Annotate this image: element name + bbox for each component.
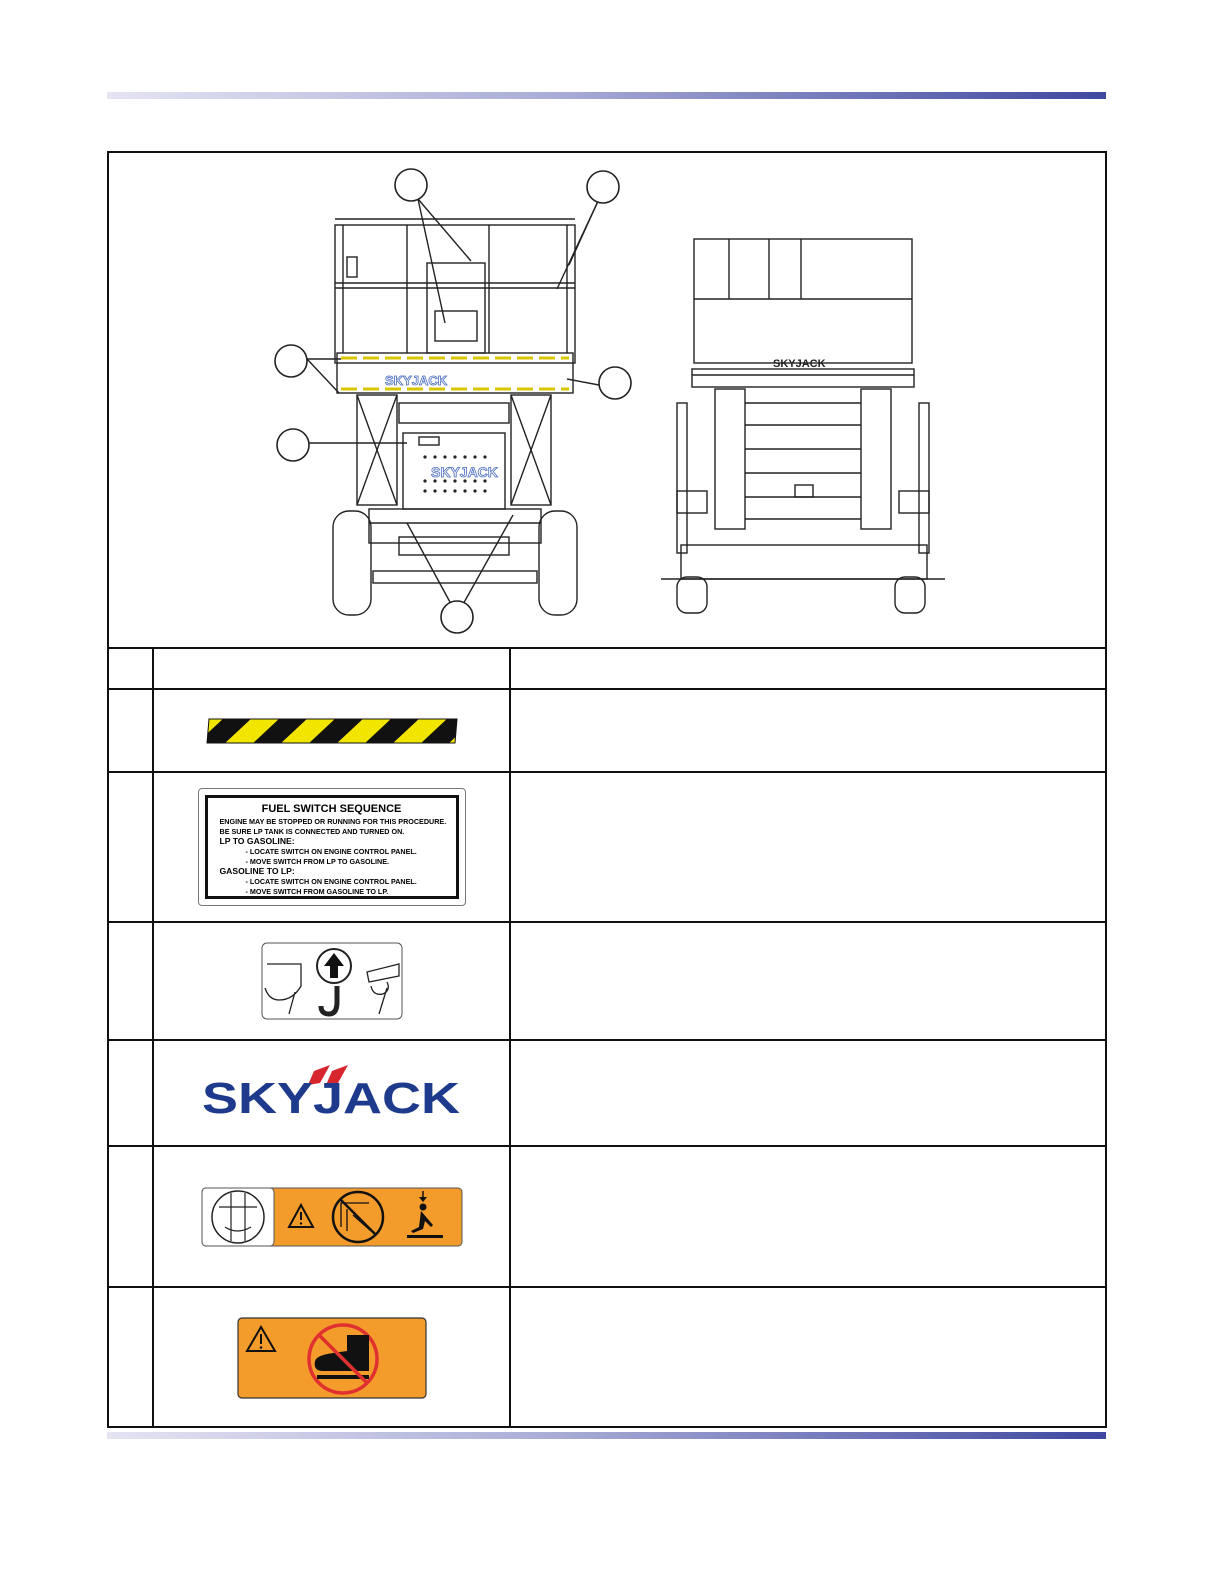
hazard-stripe-decal [154, 690, 509, 771]
front-guardrail [335, 225, 575, 363]
lifting-point-decal [154, 923, 509, 1039]
machine-decal-location-diagram [109, 153, 1105, 649]
arm-support-icon [212, 1191, 264, 1243]
fuel-decal-line: ENGINE MAY BE STOPPED OR RUNNING FOR THIS PROCEDURE. [219, 817, 447, 826]
fuel-decal-title: FUEL SWITCH SEQUENCE [261, 803, 402, 815]
callout-circle [587, 171, 619, 203]
rear-deck [692, 369, 914, 387]
fuel-decal-heading: GASOLINE TO LP: [219, 866, 295, 876]
fuel-decal-step: - MOVE SWITCH FROM GASOLINE TO LP. [245, 886, 389, 896]
fuel-decal-step: - LOCATE SWITCH ON ENGINE CONTROL PANEL. [245, 847, 417, 856]
column-divider [509, 647, 511, 1428]
table-top-border [109, 647, 1105, 649]
no-step-warning-decal [154, 1288, 509, 1428]
footer-accent-bar [107, 1432, 1106, 1439]
decal-table-frame [107, 151, 1107, 1428]
fuel-decal-heading: LP TO GASOLINE: [219, 836, 295, 846]
callout-circle [277, 429, 309, 461]
fuel-decal-line: BE SURE LP TANK IS CONNECTED AND TURNED ON. [219, 826, 405, 836]
callout-circle [275, 345, 307, 377]
skyjack-logo-decal [154, 1041, 509, 1145]
front-left-wheel [333, 511, 371, 615]
svg-text:SKYJACK: SKYJACK [201, 1074, 460, 1123]
rear-left-wheel [677, 577, 707, 613]
entrapment-warning-decal [154, 1147, 509, 1286]
fuel-decal-step: - MOVE SWITCH FROM LP TO GASOLINE. [245, 856, 389, 866]
header-accent-bar [107, 92, 1106, 99]
callout-circle [599, 367, 631, 399]
rear-chassis [681, 545, 927, 579]
front-right-wheel [539, 511, 577, 615]
scissor-lift-drawing [109, 153, 1105, 649]
rear-view-logo: SKYJACK [773, 358, 826, 370]
tray-logo: SKYJACK [431, 464, 498, 480]
front-view-logo: SKYJACK [385, 373, 448, 388]
skyjack-logo [202, 1063, 462, 1123]
rear-right-wheel [895, 577, 925, 613]
fuel-decal-step: - LOCATE SWITCH ON ENGINE CONTROL PANEL. [245, 877, 417, 886]
fuel-switch-decal [154, 773, 509, 921]
callout-circle [441, 601, 473, 633]
rear-guardrail [694, 239, 912, 363]
callout-circle [395, 169, 427, 201]
